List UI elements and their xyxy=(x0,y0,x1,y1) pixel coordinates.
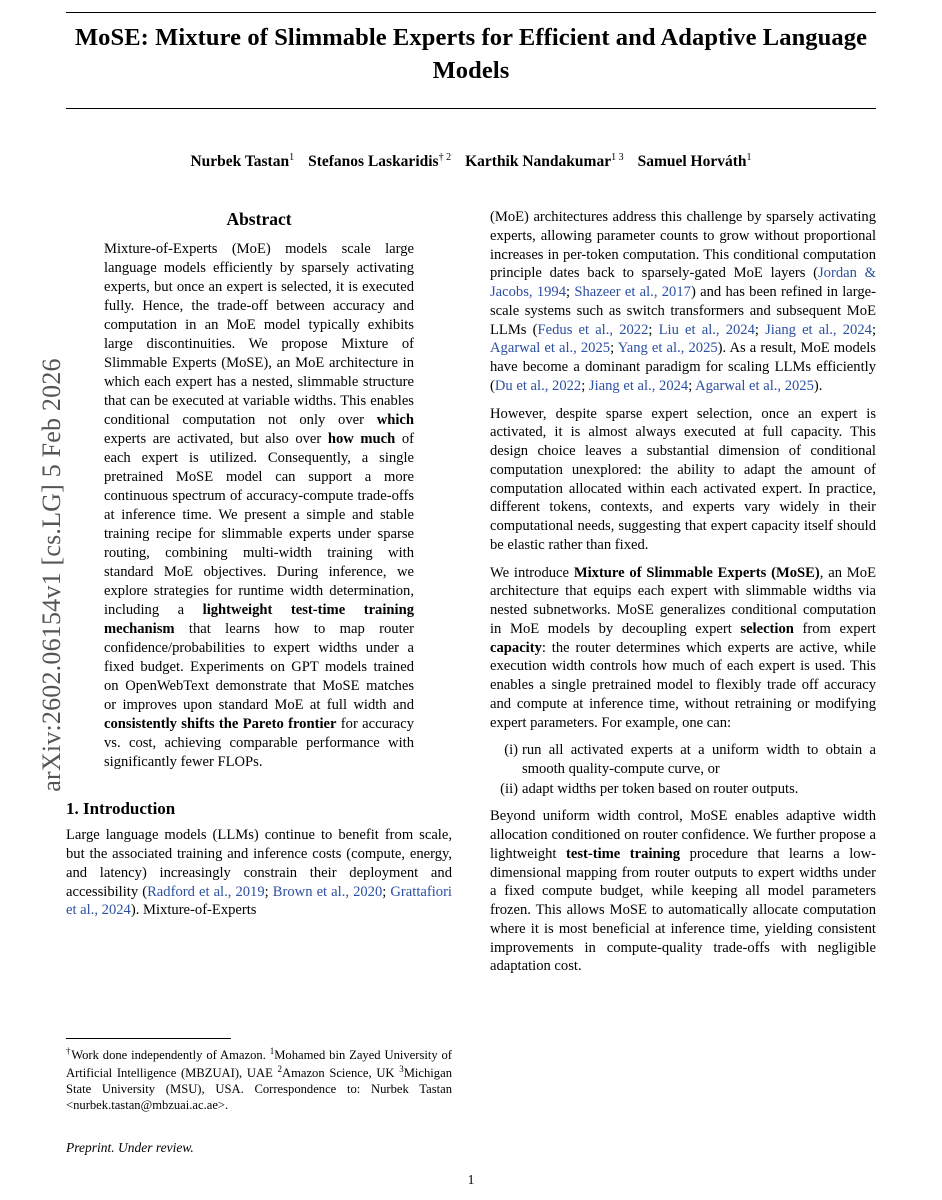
emphasis-text: capacity xyxy=(490,639,542,656)
text-run: Michigan State University (MSU), USA. Correspondence to: Nurbek Tastan <nurbek.tastan@mbzuai.ac.ae>. xyxy=(66,1066,452,1112)
citation-link[interactable]: Agarwal et al., 2025 xyxy=(490,340,611,357)
text-run: ). xyxy=(813,377,823,394)
text-run: of each expert is utilized. Consequently, a single pretrained MoSE model can support a more continuous spectrum of accuracy-compute trade-offs at inference time. We present a simple and stable training recipe for slimmable experts under sparse routing, combining multi-width training with standard MoE objectives. During inference, we explore strategies for runtime width determination, including a xyxy=(104,431,414,618)
paragraph xyxy=(490,405,876,555)
citation-link[interactable]: Jiang et al., 2024 xyxy=(588,377,689,394)
paragraph xyxy=(490,807,876,976)
paragraph xyxy=(66,826,452,920)
author-name: Karthik Nandakumar xyxy=(465,153,612,171)
title-rule-top xyxy=(66,12,876,13)
abstract-body xyxy=(104,240,414,771)
text-run: ; xyxy=(688,377,696,394)
citation-link[interactable]: Brown et al., 2020 xyxy=(272,883,383,900)
text-run: (MoE) architectures address this challenge by sparsely activating experts, allowing parameter counts to grow without proportional increases in per-token computation. This conditional computation principle dates back to sparsely-gated MoE layers ( xyxy=(490,209,876,282)
author-name: Stefanos Laskaridis xyxy=(308,153,439,171)
citation-link[interactable]: Du et al., 2022 xyxy=(494,377,582,394)
author-affiliation-marker: 1 3 xyxy=(611,152,624,163)
citation-link[interactable]: Grattafiori et al., 2024 xyxy=(66,883,452,919)
text-run: ; xyxy=(264,883,273,900)
author-affiliation-marker: 1 xyxy=(746,152,752,163)
citation-link[interactable]: Jiang et al., 2024 xyxy=(765,321,872,338)
author-affiliation-marker: 1 xyxy=(289,152,295,163)
right-column-paragraphs-after xyxy=(490,807,876,976)
citation-link[interactable]: Radford et al., 2019 xyxy=(147,883,265,900)
citation-link[interactable]: Agarwal et al., 2025 xyxy=(695,377,814,394)
emphasis-text: how much xyxy=(327,431,396,448)
text-run: ; xyxy=(610,340,618,357)
author-affiliation-marker: † 2 xyxy=(438,152,452,163)
list-item-marker: (i) xyxy=(504,742,518,759)
author-name: Samuel Horváth xyxy=(637,153,747,171)
text-run: ). Mixture-of-Experts xyxy=(130,902,257,919)
text-run: , an MoE architecture that equips each expert with slimmable widths via nested subnetworks. MoSE generalizes conditional computation in MoE models by decoupling expert xyxy=(490,564,876,637)
citation-link[interactable]: Jordan & Jacobs, 1994 xyxy=(490,265,876,300)
citation-link[interactable]: Shazeer et al., 2017 xyxy=(574,284,691,300)
text-run: ; xyxy=(382,883,391,900)
text-run: procedure that learns a low-dimensional mapping from router outputs to expert widths under a fixed compute budget, while keeping all model parameters frozen. This allows MoSE to automatically allocate computation where it is most beneficial at inference time, yielding consistent improvements in compute-quality trade-offs with negligible adaptation cost. xyxy=(490,845,876,975)
text-run: ; xyxy=(648,321,659,338)
text-run: ) and has been refined in large-scale systems such as switch transformers and subsequent MoE LLMs ( xyxy=(490,284,876,338)
paragraph xyxy=(490,564,876,733)
text-run: ; xyxy=(566,284,575,300)
emphasis-text: selection xyxy=(740,620,794,637)
text-run: that learns how to map router confidence/probabilities to expert widths under a fixed budget. Experiments on GPT models trained on OpenWebText demonstrate that MoSE matches or improves upon standard MoE at full width and xyxy=(104,620,414,713)
paragraph xyxy=(490,208,876,396)
right-column-paragraphs xyxy=(490,208,876,732)
text-run: from expert xyxy=(793,620,876,637)
citation-link[interactable]: Yang et al., 2025 xyxy=(617,340,718,357)
emphasis-text: which xyxy=(376,412,414,429)
preprint-notice: Preprint. Under review. xyxy=(66,1140,194,1155)
text-run: Amazon Science, UK xyxy=(281,1066,400,1081)
title-rule-bottom xyxy=(66,108,876,109)
text-run: for accuracy vs. cost, achieving comparable performance with significantly fewer FLOPs. xyxy=(104,715,414,770)
author-list xyxy=(66,152,876,171)
right-column xyxy=(490,208,876,985)
emphasis-text: lightweight test-time training mechanism xyxy=(104,601,414,637)
text-run: experts are activated, but also over xyxy=(104,431,328,448)
emphasis-text: consistently shifts the Pareto frontier xyxy=(104,715,337,732)
list-item-text: run all activated experts at a uniform width to obtain a smooth quality-compute curve, or xyxy=(522,742,876,777)
text-run: : the router determines which experts are active, while execution width controls how much of each expert is used. This enables a single pretrained model to flexibly trade off accuracy and compute at inference time, without retraining or modifying expert parameters. For example, one can: xyxy=(490,639,876,731)
author-name: Nurbek Tastan xyxy=(190,153,290,171)
text-run: Mohamed bin Zayed University of Artificial Intelligence (MBZUAI), UAE xyxy=(66,1048,453,1081)
emphasis-text: test-time training xyxy=(566,845,681,862)
text-run: However, despite sparse expert selection, once an expert is activated, it is almost always executed at full capacity. This design choice leaves a substantial dimension of conditional computation unexplored: the ability to adapt the amount of computation allocated within each activated expert. In practice, different tokens, contexts, and experts vary widely in their computational needs, suggesting that expert capacity itself should be elastic rather than fixed. xyxy=(490,405,876,553)
text-run: Large language models (LLMs) continue to benefit from scale, but the associated training and inference costs (compute, energy, and latency) increasingly constrain their deployment and accessibility ( xyxy=(66,827,452,900)
text-run: We introduce xyxy=(490,564,574,581)
footnote-marker: 1 xyxy=(269,1046,275,1056)
footnote-affiliations xyxy=(66,1046,452,1114)
text-run: Work done independently of Amazon. xyxy=(71,1048,270,1063)
footnote-marker: 3 xyxy=(399,1064,404,1075)
list-item-text: adapt widths per token based on router outputs. xyxy=(522,780,799,797)
footnote-rule xyxy=(66,1038,231,1039)
text-run: ; xyxy=(581,377,589,394)
enumerated-list xyxy=(490,741,876,798)
footnote-marker: 2 xyxy=(277,1064,282,1075)
page-number: 1 xyxy=(467,1172,475,1187)
abstract-heading: Abstract xyxy=(226,209,292,229)
text-run: ; xyxy=(871,321,876,338)
text-run: ). As a result, MoE models have become a dominant paradigm for scaling LLMs efficiently ( xyxy=(490,340,876,394)
citation-link[interactable]: Liu et al., 2024 xyxy=(658,321,755,338)
citation-link[interactable]: Fedus et al., 2022 xyxy=(537,321,649,338)
paper-content xyxy=(66,0,876,1200)
list-item-marker: (ii) xyxy=(500,780,518,797)
section-heading-introduction: 1. Introduction xyxy=(66,798,176,818)
page-title: MoSE: Mixture of Slimmable Experts for Efficient and Adaptive Language Models xyxy=(74,24,868,84)
list-item xyxy=(500,780,876,799)
list-item xyxy=(504,741,876,778)
emphasis-text: Mixture of Slimmable Experts (MoSE) xyxy=(573,564,820,581)
footnote-marker: † xyxy=(66,1046,72,1056)
text-run: Beyond uniform width control, MoSE enables adaptive width allocation conditioned on router confidence. We further propose a lightweight xyxy=(490,808,876,862)
text-run: ; xyxy=(754,321,766,338)
left-column xyxy=(66,208,452,929)
arxiv-identifier-stamp: arXiv:2602.06154v1 [cs.LG] 5 Feb 2026 xyxy=(37,358,66,792)
introduction-paragraphs xyxy=(66,826,452,920)
text-run: Mixture-of-Experts (MoE) models scale large language models efficiently by sparsely activating experts, but once an expert is selected, it is executed fully. Hence, the trade-off between accuracy and computation in an MoE model typically exhibits large discontinuities. We propose Mixture of Slimmable Experts (MoSE), an MoE architecture in which each expert has a nested, slimmable structure that can be executed at variable widths. This enables conditional computation not only over xyxy=(104,241,414,429)
